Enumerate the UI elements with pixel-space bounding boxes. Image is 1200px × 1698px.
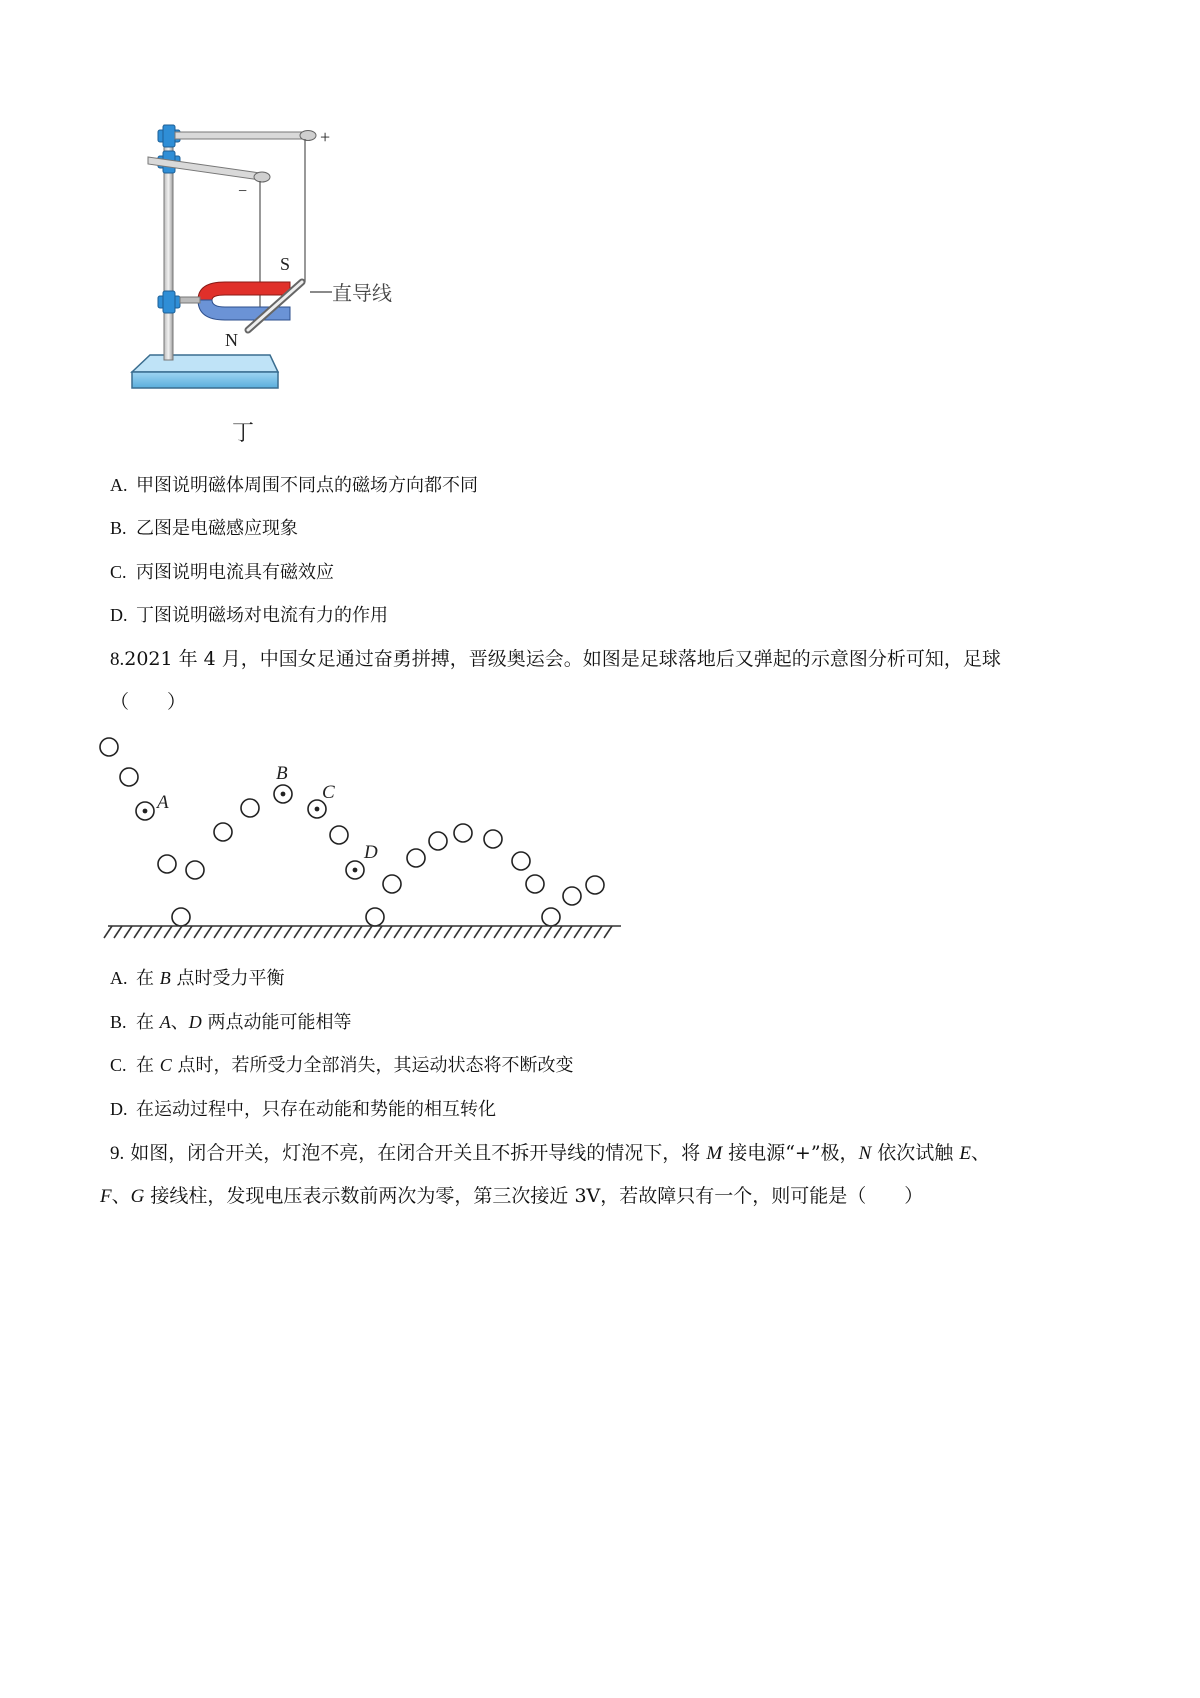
wire-label: 直导线 [332, 281, 392, 305]
ground-hatch [154, 926, 162, 938]
ball [158, 855, 176, 873]
q7-option-b[interactable] [110, 516, 298, 541]
q8-number: 8. [110, 649, 125, 670]
ground-hatch [424, 926, 432, 938]
ground-hatch [604, 926, 612, 938]
ground-hatch [524, 926, 532, 938]
stand-base [132, 355, 278, 372]
ball [100, 738, 118, 756]
ground-hatch [144, 926, 152, 938]
pole-n-label: N [225, 330, 238, 350]
ground-hatch [494, 926, 502, 938]
ball [383, 875, 401, 893]
q8-answer-blank: （ ） [110, 691, 187, 713]
ball [454, 824, 472, 842]
ground-hatch [564, 926, 572, 938]
q9-text: 如图，闭合开关，灯泡不亮，在闭合开关且不拆开导线的情况下，将 [130, 1142, 707, 1164]
option-text: 丙图说明电流具有磁效应 [136, 562, 334, 583]
arm-plus [175, 132, 305, 139]
option-text-pre: 在 [136, 1012, 160, 1033]
option-text-post: 点时受力平衡 [170, 968, 285, 989]
ball [542, 908, 560, 926]
q8-option-d[interactable] [110, 1097, 496, 1122]
q8-text: 2021 年 4 月，中国女足通过奋勇拼搏，晋级奥运会。如图是足球落地后又弹起的示意图分析可知，足球 [124, 648, 1001, 670]
point-c-label: C [322, 782, 335, 803]
ground-hatch [434, 926, 442, 938]
q9-var-g: G [130, 1186, 145, 1207]
option-letter: C. [110, 1055, 127, 1075]
ground-hatch [344, 926, 352, 938]
ball [512, 852, 530, 870]
minus-label: − [238, 183, 248, 200]
ground-hatch [594, 926, 602, 938]
point-b-label: B [276, 763, 288, 784]
ground-hatch [254, 926, 262, 938]
ground-hatch [364, 926, 372, 938]
ground-hatch [584, 926, 592, 938]
ground-hatch [384, 926, 392, 938]
ground-hatch [304, 926, 312, 938]
q9-var-f: F [100, 1186, 112, 1207]
option-text: 乙图是电磁感应现象 [136, 518, 298, 539]
ground-hatch [184, 926, 192, 938]
ground-hatch [464, 926, 472, 938]
option-variable: A [159, 1012, 171, 1032]
q9-text: 、 [111, 1185, 131, 1207]
q9-text: 接线柱，发现电压表示数前两次为零，第三次接近 3V，若故障只有一个，则可能是（ ） [144, 1185, 924, 1207]
option-variable: C [159, 1055, 172, 1075]
plus-label: + [320, 127, 331, 147]
ground-hatch [194, 926, 202, 938]
q9-text: 、 [970, 1142, 990, 1164]
ground-hatch [274, 926, 282, 938]
ball [120, 768, 138, 786]
pole-s-label: S [280, 254, 291, 274]
option-separator: 、 [170, 1012, 189, 1033]
ground-hatch [544, 926, 552, 938]
ground-hatch [104, 926, 112, 938]
ball [366, 908, 384, 926]
figure-ding-apparatus [120, 110, 420, 450]
ball [484, 830, 502, 848]
q7-option-a[interactable] [110, 473, 478, 498]
q9-var-e: E [959, 1143, 971, 1164]
ground-hatch [294, 926, 302, 938]
point-d-label: D [364, 842, 378, 863]
ground-hatch [124, 926, 132, 938]
ground-hatch [534, 926, 542, 938]
ball-trajectory [100, 738, 604, 926]
ground-hatch [474, 926, 482, 938]
option-letter: C. [110, 562, 127, 582]
ball [172, 908, 190, 926]
option-letter: B. [110, 1012, 127, 1032]
ground-hatch [334, 926, 342, 938]
ground-hatch [114, 926, 122, 938]
ground-hatch [284, 926, 292, 938]
ground [104, 926, 621, 938]
q8-option-b[interactable] [110, 1010, 351, 1035]
ground-hatch [244, 926, 252, 938]
option-letter: D. [110, 605, 128, 625]
q9-number: 9. [110, 1143, 125, 1164]
ground-hatch [444, 926, 452, 938]
option-letter: B. [110, 518, 127, 538]
figure-caption: 丁 [232, 421, 255, 446]
option-letter: A. [110, 968, 128, 988]
q7-option-d[interactable] [110, 603, 388, 628]
q9-text: 依次试触 [871, 1142, 960, 1164]
q7-option-c[interactable] [110, 560, 334, 585]
ground-hatch [164, 926, 172, 938]
ball [526, 875, 544, 893]
ground-hatch [214, 926, 222, 938]
q8-option-c[interactable] [110, 1053, 573, 1078]
ball [241, 799, 259, 817]
option-text-pre: 在 [136, 1055, 160, 1076]
ball [563, 887, 581, 905]
ground-hatch [234, 926, 242, 938]
ground-hatch [264, 926, 272, 938]
q9-stem-line1 [110, 1140, 990, 1167]
ground-hatch [394, 926, 402, 938]
ground-hatch [454, 926, 462, 938]
q9-var-m: M [706, 1143, 723, 1164]
ground-hatch [554, 926, 562, 938]
q8-option-a[interactable] [110, 966, 284, 991]
q9-var-n: N [858, 1143, 872, 1164]
ground-hatch [514, 926, 522, 938]
ground-hatch [484, 926, 492, 938]
figure-bouncing-ball [96, 730, 636, 945]
ground-hatch [404, 926, 412, 938]
option-letter: D. [110, 1099, 128, 1119]
option-text-post: 点时，若所受力全部消失，其运动状态将不断改变 [171, 1055, 574, 1076]
option-variable: B [159, 968, 171, 988]
ball [407, 849, 425, 867]
ground-hatch [314, 926, 322, 938]
ground-hatch [204, 926, 212, 938]
option-text: 丁图说明磁场对电流有力的作用 [136, 605, 388, 626]
q9-stem-line2 [100, 1183, 923, 1210]
ball [330, 826, 348, 844]
ball [586, 876, 604, 894]
point-a-label: A [157, 792, 169, 813]
ball [429, 832, 447, 850]
q8-stem-line1 [110, 646, 1001, 673]
option-variable: D [188, 1012, 202, 1032]
ground-hatch [224, 926, 232, 938]
ground-hatch [174, 926, 182, 938]
q9-text: 接电源“+”极， [722, 1142, 859, 1164]
ground-hatch [574, 926, 582, 938]
magnet-s-half [198, 282, 290, 300]
ground-hatch [324, 926, 332, 938]
option-text-post: 两点动能可能相等 [201, 1012, 352, 1033]
option-text: 甲图说明磁体周围不同点的磁场方向都不同 [136, 475, 478, 496]
ball [186, 861, 204, 879]
ground-hatch [414, 926, 422, 938]
ground-hatch [354, 926, 362, 938]
option-text: 在运动过程中，只存在动能和势能的相互转化 [136, 1099, 496, 1120]
option-text-pre: 在 [136, 968, 160, 989]
ground-hatch [504, 926, 512, 938]
option-letter: A. [110, 475, 128, 495]
ball [214, 823, 232, 841]
ground-hatch [374, 926, 382, 938]
ground-hatch [134, 926, 142, 938]
